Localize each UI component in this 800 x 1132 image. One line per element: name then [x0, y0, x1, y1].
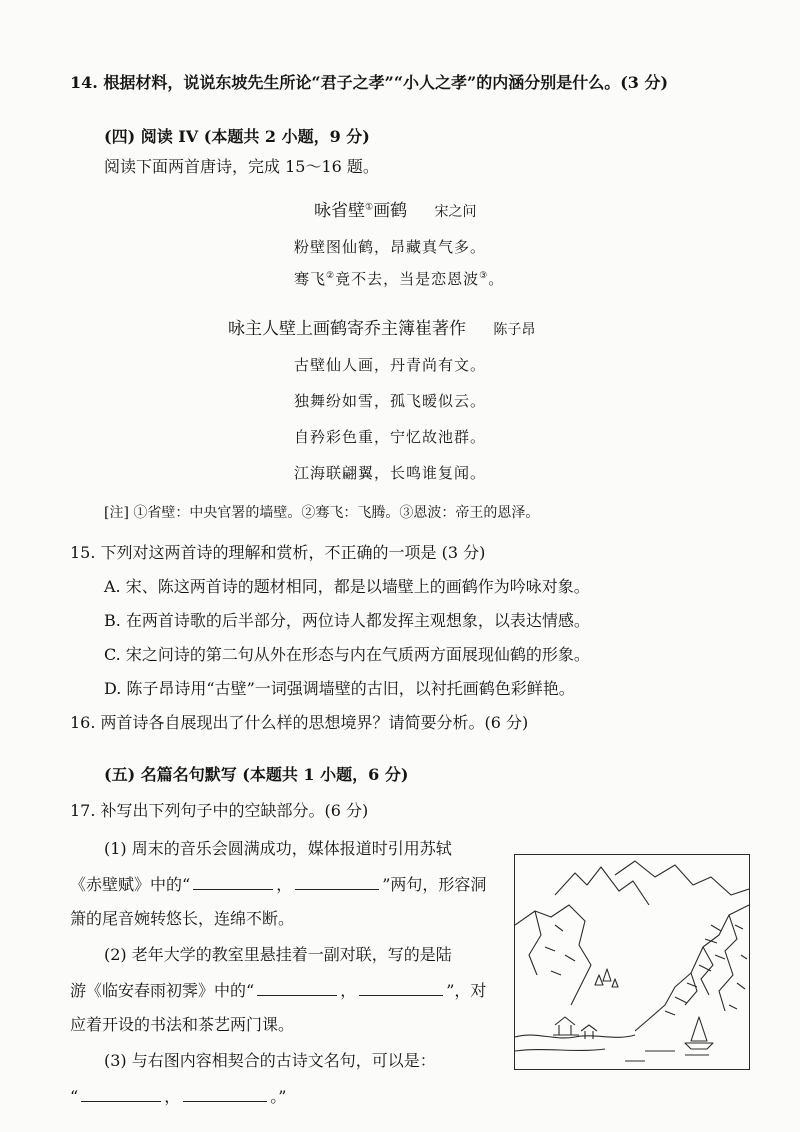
poem-2-line-1: 古壁仙人画，丹青尚有文。 [294, 356, 487, 374]
footnote-marker-2: ② [326, 271, 336, 281]
poem-2-title [228, 318, 535, 341]
question-17-part-2-line-1: (2) 老年大学的教室里悬挂着一副对联，写的是陆 [104, 945, 452, 964]
text-segment: ， [340, 981, 357, 1000]
question-17-part-1-line-2 [70, 874, 486, 896]
answer-blank-4[interactable] [359, 981, 443, 996]
answer-blank-1[interactable] [193, 875, 273, 890]
poem-2-title-text: 咏主人壁上画鹤寄乔主簿崔著作 [228, 319, 466, 339]
question-17-part-3-line-2 [70, 1086, 286, 1108]
landscape-illustration [514, 854, 750, 1070]
question-17-part-2-line-2 [70, 980, 486, 1002]
footnote-marker-1: ① [365, 202, 374, 213]
question-15-option-b: B. 在两首诗歌的后半部分，两位诗人都发挥主观想象，以表达情感。 [104, 611, 590, 630]
poem-1-title [314, 200, 476, 223]
text-segment: 游《临安春雨初霁》中的“ [70, 981, 255, 1000]
question-14-text: 根据材料，说说东坡先生所论“君子之孝”“小人之孝”的内涵分别是什么。(3 分) [103, 73, 669, 92]
question-15-option-a: A. 宋、陈这两首诗的题材相同，都是以墙壁上的画鹤作为吟咏对象。 [104, 577, 590, 596]
poem-1-line-2-a: 骞飞 [294, 270, 327, 288]
question-17-part-3-line-1: (3) 与右图内容相契合的古诗文名句，可以是： [104, 1051, 436, 1070]
water-ripples [625, 1051, 709, 1061]
poem-1-title-part-a: 咏省壁 [314, 201, 365, 221]
sailboat-hull [685, 1043, 713, 1049]
text-segment: ”，对 [446, 981, 487, 1000]
far-mountain-ridge-2 [615, 861, 749, 895]
text-segment: 《赤壁赋》中的“ [70, 875, 191, 894]
poem-1-line-2 [294, 268, 504, 290]
sailboat-sail [691, 1017, 707, 1041]
text-segment: ， [164, 1087, 181, 1106]
pavilion [553, 1017, 579, 1035]
mountain-river-sailboat-drawing [515, 855, 749, 1069]
text-segment: “ [70, 1087, 79, 1106]
section-4-heading: (四) 阅读 IV (本题共 2 小题，9 分) [104, 127, 370, 146]
poem-1-author: 宋之问 [434, 204, 477, 220]
trees [595, 969, 618, 987]
far-mountain-ridge [555, 867, 649, 905]
question-17-stem: 17. 补写出下列句子中的空缺部分。(6 分) [70, 801, 369, 820]
question-17-part-1-line-1: (1) 周末的音乐会圆满成功，媒体报道时引用苏轼 [104, 839, 452, 858]
text-segment: 。” [270, 1087, 287, 1106]
text-segment: ， [276, 875, 293, 894]
question-15-option-d: D. 陈子昂诗用“古壁”一词强调墙壁的古旧，以衬托画鹤色彩鲜艳。 [104, 679, 575, 698]
poem-1-line-1: 粉壁图仙鹤，昂藏真气多。 [294, 238, 487, 256]
section-4-instruction: 阅读下面两首唐诗，完成 15～16 题。 [104, 157, 379, 176]
poem-1-title-part-b: 画鹤 [373, 201, 408, 221]
poem-1-line-2-c: 。 [488, 270, 505, 288]
question-16: 16. 两首诗各自展现出了什么样的思想境界？请简要分析。(6 分) [70, 713, 529, 732]
poem-1-line-2-b: 竟不去，当是恋恩波 [335, 270, 480, 288]
poem-2-author: 陈子昂 [493, 322, 536, 338]
footnote-marker-3: ③ [479, 271, 489, 281]
poem-notes: [注] ①省壁：中央官署的墙壁。②骞飞：飞腾。③恩波：帝王的恩泽。 [104, 505, 540, 521]
poem-2-line-4: 江海联翩翼，长鸣谁复闻。 [294, 464, 487, 482]
answer-blank-5[interactable] [81, 1087, 161, 1102]
question-15-stem: 15. 下列对这两首诗的理解和赏析，不正确的一项是 (3 分) [70, 543, 486, 562]
poem-2-line-3: 自矜彩色重，宁忆故池群。 [294, 428, 487, 446]
poem-2-line-2: 独舞纷如雪，孤飞暧似云。 [294, 392, 487, 410]
question-14-number: 14. [70, 73, 98, 92]
section-5-heading: (五) 名篇名句默写 (本题共 1 小题，6 分) [104, 765, 409, 784]
question-17-part-1-line-3: 箫的尾音婉转悠长，连绵不断。 [70, 909, 295, 928]
answer-blank-6[interactable] [183, 1087, 267, 1102]
question-17-part-2-line-3: 应着开设的书法和茶艺两门课。 [70, 1015, 295, 1034]
text-segment: ”两句，形容洞 [382, 875, 487, 894]
question-15-option-c: C. 宋之问诗的第二句从外在形态与内在气质两方面展现仙鹤的形象。 [104, 645, 590, 664]
answer-blank-3[interactable] [257, 981, 337, 996]
answer-blank-2[interactable] [295, 875, 379, 890]
question-14 [70, 72, 668, 94]
left-mountain [515, 905, 591, 1005]
